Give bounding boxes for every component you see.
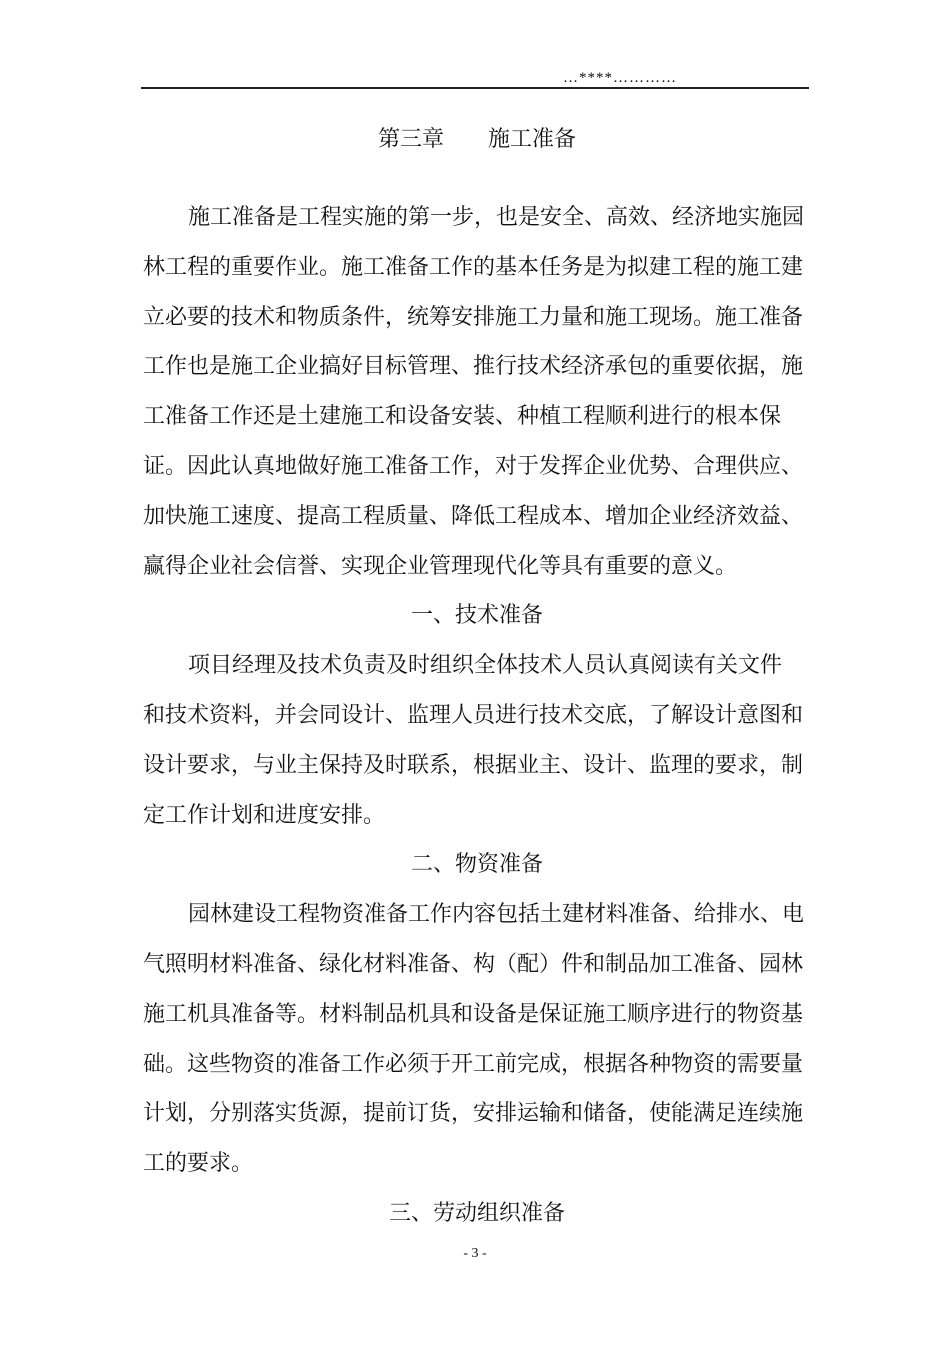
paragraph-line: 施工准备是工程实施的第一步，也是安全、高效、经济地实施园 <box>188 205 805 230</box>
section-heading: 二、物资准备 <box>410 852 543 877</box>
paragraph-line: 园林建设工程物资准备工作内容包括土建材料准备、给排水、电 <box>188 902 805 927</box>
paragraph-line: 加快施工速度、提高工程质量、降低工程成本、增加企业经济效益、 <box>143 504 804 529</box>
page-header-mark: …****………… <box>563 70 677 86</box>
section-heading: 三、劳动组织准备 <box>388 1201 565 1226</box>
chapter-title: 第三章 施工准备 <box>377 127 576 152</box>
page-number: - 3 - <box>463 1246 487 1261</box>
paragraph-line: 计划，分别落实货源，提前订货，安排运输和储备，使能满足连续施 <box>143 1101 804 1126</box>
paragraph-line: 和技术资料，并会同设计、监理人员进行技术交底，了解设计意图和 <box>143 703 804 728</box>
paragraph-line: 定工作计划和进度安排。 <box>143 803 386 828</box>
paragraph-line: 赢得企业社会信誉、实现企业管理现代化等具有重要的意义。 <box>143 554 738 579</box>
paragraph-line: 项目经理及技术负责及时组织全体技术人员认真阅读有关文件 <box>188 653 783 678</box>
paragraph-line: 林工程的重要作业。施工准备工作的基本任务是为拟建工程的施工建 <box>143 255 804 280</box>
paragraph-line: 础。这些物资的准备工作必须于开工前完成，根据各种物资的需要量 <box>143 1052 804 1077</box>
paragraph-line: 立必要的技术和物质条件，统筹安排施工力量和施工现场。施工准备 <box>143 305 804 330</box>
paragraph-line: 工的要求。 <box>143 1151 254 1176</box>
header-rule <box>141 87 809 89</box>
paragraph-line: 设计要求，与业主保持及时联系，根据业主、设计、监理的要求，制 <box>143 753 804 778</box>
paragraph-line: 证。因此认真地做好施工准备工作，对于发挥企业优势、合理供应、 <box>143 454 804 479</box>
paragraph-line: 施工机具准备等。材料制品机具和设备是保证施工顺序进行的物资基 <box>143 1002 804 1027</box>
paragraph-line: 工准备工作还是土建施工和设备安装、种植工程顺利进行的根本保 <box>143 404 782 429</box>
paragraph-line: 气照明材料准备、绿化材料准备、构（配）件和制品加工准备、园林 <box>143 952 804 977</box>
section-heading: 一、技术准备 <box>410 603 543 628</box>
paragraph-line: 工作也是施工企业搞好目标管理、推行技术经济承包的重要依据，施 <box>143 354 804 379</box>
